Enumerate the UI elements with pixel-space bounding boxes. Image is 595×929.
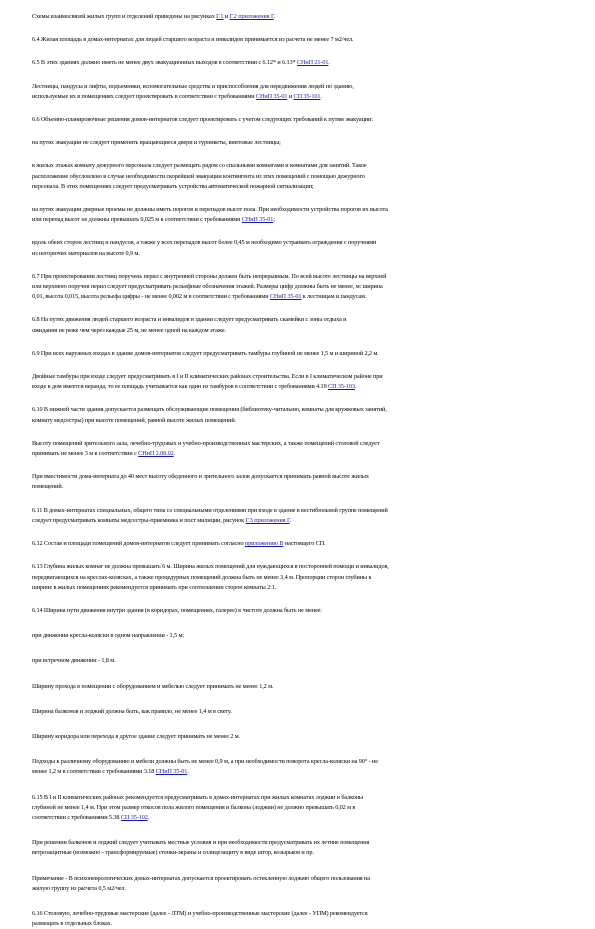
reference-link[interactable]: Г.1 <box>216 13 224 20</box>
paragraph-text: . <box>289 516 292 524</box>
paragraph <box>32 115 565 125</box>
paragraph-text: 6.9 При всех наружных входах в здание домов-интернатов следует предусматривать тамбуры глубиной не менее 1,5 м и шириной 2,2 м. <box>32 349 379 357</box>
paragraph-text: из негорючих материалов на высоте 0,9 м. <box>32 249 140 257</box>
paragraph-text: 6.4 Жилая площадь в домах-интернатах для людей старшего возраста и инвалидов принимается из расчета не менее 7 м2/чел. <box>32 36 354 44</box>
paragraph-text: или перепад высот не должны превышать 0,025 м в соответствии с требованиями <box>32 216 242 224</box>
paragraph <box>32 506 565 526</box>
paragraph <box>32 732 565 742</box>
paragraph-text: 6.15 В I и II климатических районах рекомендуется предусматривать в домах-интернатах при жилых комнатах лоджии и балконы <box>32 793 364 801</box>
paragraph-text: Подходы к различному оборудованию и мебели должны быть не менее 0,9 м, а при необходимости поворота кресла-коляски на 90° - не <box>32 758 378 766</box>
paragraph <box>32 349 565 359</box>
paragraph-text: используемые их в помещениях следует проектировать в соответствии с требованиями <box>32 92 256 100</box>
paragraph-text: менее 1,2 м в соответствии с требованиями 3.18 <box>32 768 156 776</box>
paragraph <box>32 205 565 225</box>
paragraph <box>32 793 565 824</box>
paragraph-text: передвигающихся на креслах-колясках, а также процедурных помещений должна быть не менее 3,4 м. Пропорции сторон глубины к <box>32 573 372 581</box>
paragraph <box>32 539 565 549</box>
paragraph-text: или верхнюю поручня перил следует предусматривать рельефные обозначения этажей. Размеры цифр должны быть не менее, м: ширина <box>32 283 383 291</box>
paragraph-text: Ширина балконов и лоджий должна быть, как правило, не менее 1,4 м в свету. <box>32 707 232 715</box>
paragraph-text: . <box>147 813 150 821</box>
paragraph-text: и <box>223 13 230 20</box>
paragraph <box>32 58 565 68</box>
paragraph-text: комнату медсестры) при высоте помещений, равной высоте жилых помещений. <box>32 416 237 424</box>
reference-link[interactable]: СНиП 35-01 <box>269 293 302 301</box>
reference-link[interactable]: СНиП 35-01 <box>155 768 188 776</box>
paragraph <box>32 405 565 425</box>
reference-link[interactable]: СП 35-103 <box>328 383 355 391</box>
paragraph <box>32 682 565 692</box>
paragraph <box>32 12 565 22</box>
paragraph-text: 0,01, высота 0,015, высота рельефа цифры - не менее 0,002 м в соответствии с требованиями <box>32 293 270 301</box>
paragraph-text: расположение обусловлено в случае необходимости скорейшей эвакуации контингента из этих помещений с помощью дежурного <box>32 172 365 180</box>
paragraph <box>32 439 565 459</box>
reference-link[interactable]: СП 35-101 <box>293 92 321 100</box>
paragraph <box>32 315 565 335</box>
paragraph-text: . <box>354 383 357 391</box>
paragraph-text: Схемы взаимосвязей жилых групп и отделений приведены на рисунках <box>32 13 217 20</box>
paragraph-text: 6.11 В домах-интернатах специальных, общего типа со специальными отделениями при входе в здание в вестибюльной группе помещений <box>32 506 388 514</box>
paragraph <box>32 472 565 492</box>
paragraph-text: к лестницам и пандусам. <box>301 293 367 301</box>
paragraph-text: . <box>320 92 322 100</box>
paragraph-text: . <box>328 59 330 67</box>
paragraph-text: 6.8 На путях движения людей старшего возраста и инвалидов в здании следует предусматривать скамейки с зоны отдыха и <box>32 316 347 324</box>
paragraph-text: глубиной не менее 1,4 м. При этом размер откосов пола жилого помещения и балкона (лоджии) не должно превышать 0,02 м в <box>32 803 356 811</box>
paragraph-text: ширине в жилых помещениях рекомендуется принимать при соотношении сторон комнаты 2:1. <box>32 583 277 591</box>
reference-link[interactable]: СНиП 35-01 <box>255 92 288 100</box>
paragraph <box>32 161 565 192</box>
paragraph <box>32 238 565 258</box>
paragraph <box>32 372 565 392</box>
document-body <box>32 12 565 929</box>
paragraph-text: 6.12 Состав и площади помещений домов-интернатов следует принимать согласно <box>32 540 245 548</box>
paragraph-text: при движении кресла-коляски в одном направлении - 1,5 м; <box>32 632 184 640</box>
paragraph-text: Высоту помещений зрительного зала, лечебно-трудовых и учебно-производственных мастерских, а также помещений столовой следует <box>32 439 380 447</box>
paragraph <box>32 631 565 641</box>
paragraph-text: ветрозащитные (возможно - трансформируемые) стенки-экраны и солнцезащиту в виде штор, козырьков и пр. <box>32 849 314 857</box>
paragraph-text: и <box>287 92 294 100</box>
paragraph <box>32 138 565 148</box>
paragraph-text: Двойные тамбуры при входе следует предусматривать в I и II климатических районах строительства. Если в I климатическом районе при <box>32 373 383 381</box>
paragraph <box>32 562 565 593</box>
paragraph-text: 6.13 Глубина жилых комнат не должна превышать 6 м. Ширина жилых помещений для нуждающихся в посторонней помощи и инвалидов, <box>32 563 389 571</box>
paragraph-text: в жилых этажах комнату дежурного персонала следует размещать рядом со спальными комнатами и комнатами для занятий. Такое <box>32 162 367 170</box>
paragraph-text: 6.10 В нижней части здания допускается размещать обслуживающие помещения (библиотеку-читальню, комнаты для кружковых занятий, <box>32 406 387 414</box>
paragraph-text: При вместимости дома-интерната до 40 мест высоту обеденного и зрительного залов допускается принимать равной высоте жилых <box>32 473 369 481</box>
paragraph-text: При решении балконов и лоджий следует учитывать местные условия и при необходимости предусматривать их летние помещения <box>32 839 370 847</box>
paragraph-text: 6.14 Ширина пути движения внутри здания (в коридорах, помещениях, галерее) в чистоте должна быть не менее: <box>32 606 322 614</box>
paragraph <box>32 707 565 717</box>
paragraph-text: Лестницы, пандусы и лифты, подъемники, вспомогательные средства и приспособления для передвижения людей по зданию, <box>32 82 354 90</box>
paragraph-text: Ширину прохода в помещении с оборудованием и мебелью следует принимать не менее 1,2 м. <box>32 682 274 690</box>
paragraph-text: настоящего СП. <box>283 540 326 548</box>
paragraph-text: размещать в отдельных блоках. <box>32 920 113 928</box>
paragraph-text: следует предусматривать комнаты медсестры-приемника и пост милиции, рисунок <box>32 516 246 524</box>
paragraph <box>32 35 565 45</box>
reference-link[interactable]: Г.2 приложения Г <box>229 13 274 20</box>
paragraph-text: принимать не менее 3 м в соответствии с <box>32 450 139 458</box>
paragraph <box>32 656 565 666</box>
paragraph-text: жилую группу из расчета 0,5 м2/чел. <box>32 884 126 892</box>
reference-link[interactable]: приложению В <box>244 540 284 548</box>
paragraph <box>32 874 565 894</box>
paragraph <box>32 757 565 777</box>
paragraph-text: при встречном движении - 1,8 м. <box>32 657 116 665</box>
paragraph <box>32 82 565 102</box>
paragraph-text: 6.7 При проектировании лестниц поручень перил с внутренней стороны должен быть непрерывным. По всей высоте лестницы на верхней <box>32 272 387 280</box>
paragraph-text: на путях эвакуации не следует применять вращающиеся двери и турникеты, винтовые лестницы; <box>32 139 281 147</box>
paragraph-text: 6.5 В этих зданиях должно иметь не менее двух эвакуационных выходов в соответствии с 6.12* и 6.13* <box>32 59 297 67</box>
paragraph-text: Примечание - В психоневрологических домах-интернатах допускается проектировать остекленную лоджию общего пользования на <box>32 874 370 882</box>
paragraph-text: на путях эвакуации дверные проемы не должны иметь порогов и перепадов высот пола. При необходимости устройства порогов их высота <box>32 206 388 214</box>
paragraph-text: ; <box>273 216 275 224</box>
paragraph-text: соответствии с требованиями 5.38 <box>32 813 121 821</box>
paragraph-text: помещений. <box>32 483 64 491</box>
paragraph-text: . <box>273 13 276 20</box>
paragraph <box>32 606 565 616</box>
reference-link[interactable]: СП 35-102 <box>120 813 148 821</box>
reference-link[interactable]: СНиП 2.08.02 <box>138 450 174 458</box>
paragraph-text: . <box>173 450 176 458</box>
paragraph-text: Ширину коридора или перехода в другое здание следует принимать не менее 2 м. <box>32 732 241 740</box>
paragraph-text: вдоль обеих сторон лестниц и пандусов, а также у всех перепадов высот более 0,45 м необходимо устраивать ограждения с поручнями <box>32 239 377 247</box>
paragraph-text: входе в дом имеется веранда, то ее площадь учитывается как один из тамбуров в соответствии с требованиями 4.19 <box>32 383 329 391</box>
reference-link[interactable]: Г.3 приложения Г <box>245 516 290 524</box>
paragraph <box>32 272 565 303</box>
reference-link[interactable]: СНиП 21-01 <box>296 59 329 67</box>
reference-link[interactable]: СНиП 35-01 <box>241 216 274 224</box>
paragraph-text: 6.6 Объемно-планировочные решения домов-интернатов следует проектировать с учетом следующих требований к путям эвакуации: <box>32 116 373 124</box>
paragraph-text: 6.16 Столовую, лечебно-трудовые мастерские (далее - ЛТМ) и учебно-производственные мастерские (далее - УПМ) рекомендуется <box>32 909 368 917</box>
paragraph-text: персонала. В этих помещениях следует предусматривать устройства автоматической пожарной сигнализации; <box>32 182 314 190</box>
paragraph <box>32 909 565 929</box>
paragraph <box>32 838 565 858</box>
paragraph-text: . <box>187 768 189 776</box>
paragraph-text: ожидания не реже чем через каждые 25 м, не менее одной на каждом этаже. <box>32 326 226 334</box>
